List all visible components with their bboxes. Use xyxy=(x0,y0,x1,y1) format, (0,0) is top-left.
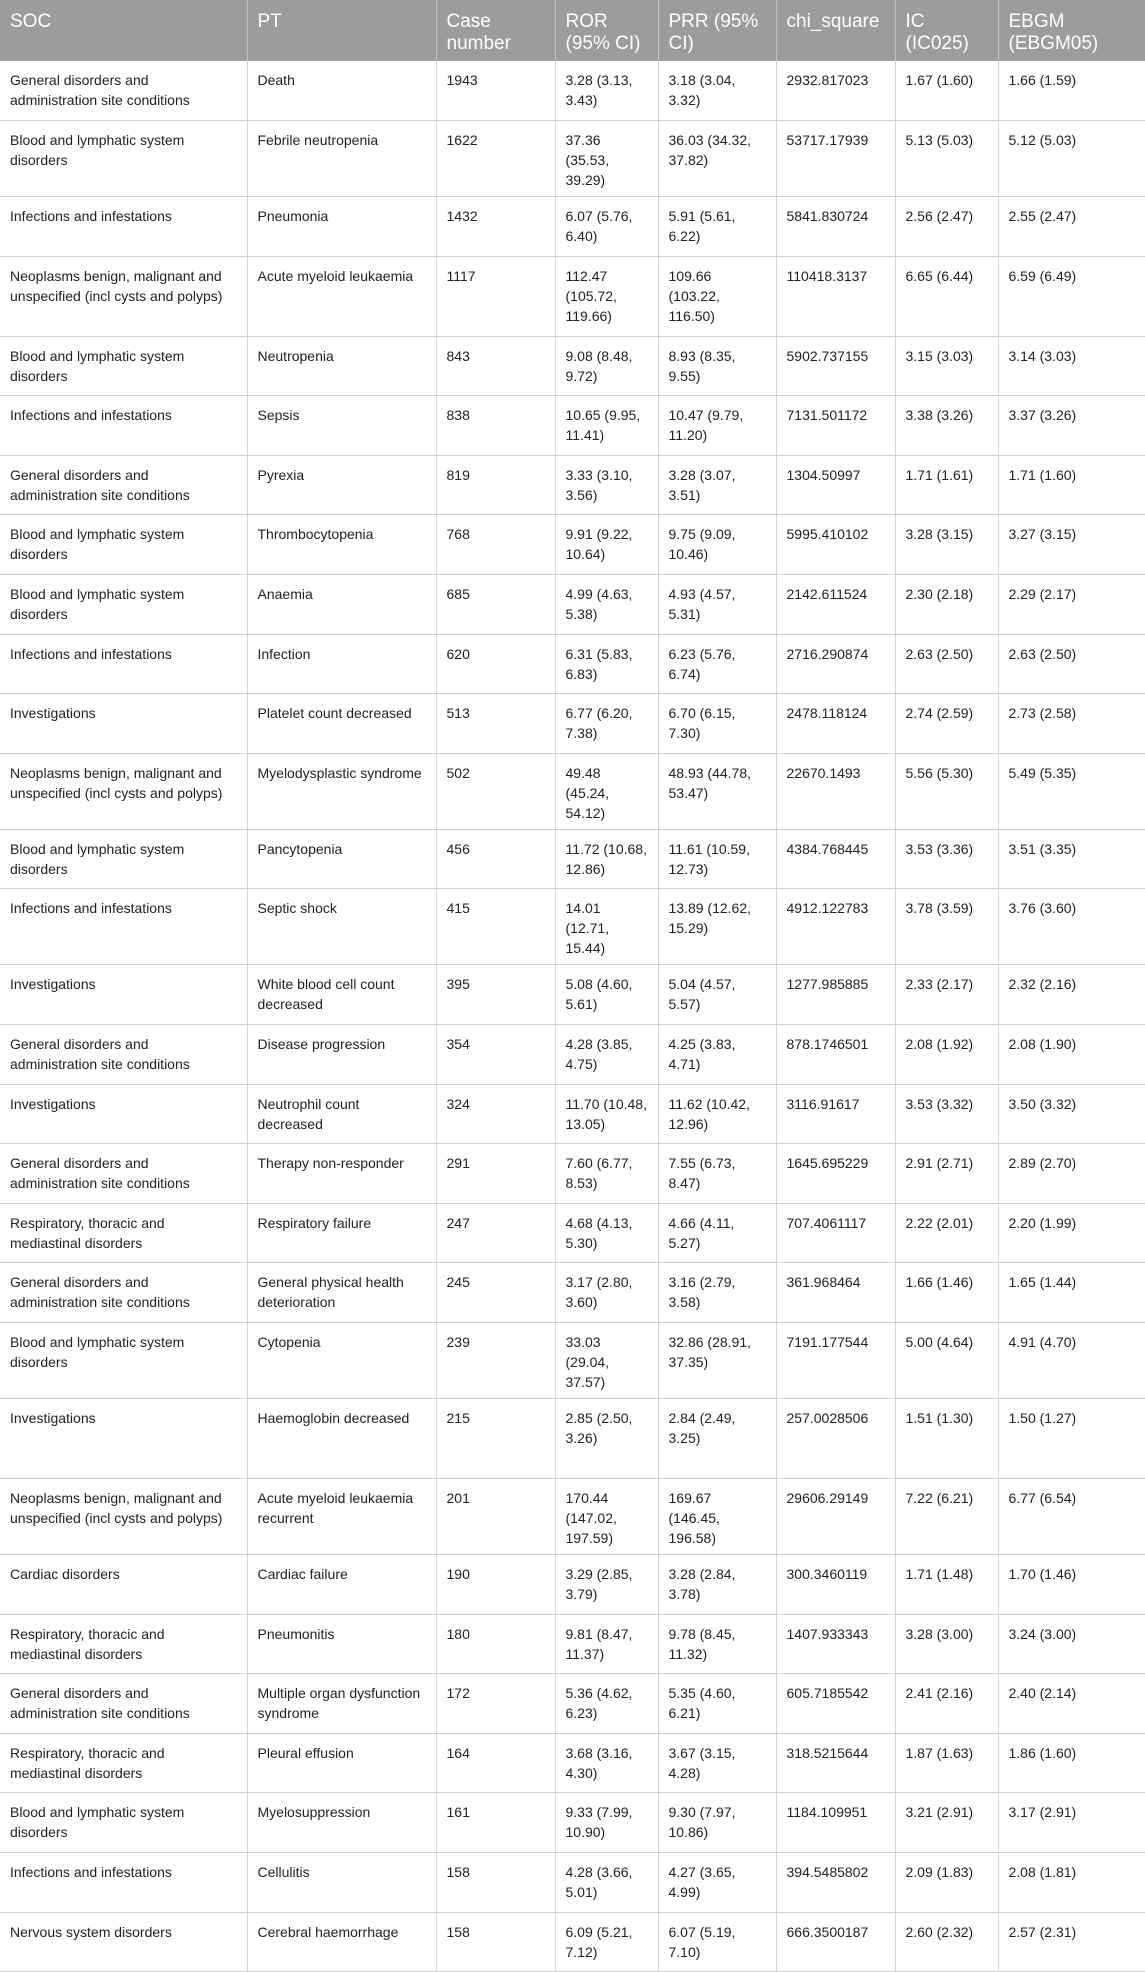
cell-ebgm: 2.08 (1.90) xyxy=(998,1025,1145,1085)
cell-ic: 2.33 (2.17) xyxy=(895,965,998,1025)
header-soc: SOC xyxy=(0,0,247,61)
table-row xyxy=(0,336,1145,396)
table-row xyxy=(0,1555,1145,1615)
cell-prr: 4.93 (4.57, 5.31) xyxy=(658,575,776,635)
cell-ic: 3.21 (2.91) xyxy=(895,1793,998,1853)
cell-ror: 3.28 (3.13, 3.43) xyxy=(555,61,658,121)
cell-pt: Thrombocytopenia xyxy=(247,515,436,575)
cell-soc: General disorders and administration site conditions xyxy=(0,1674,247,1734)
cell-pt: Neutrophil count decreased xyxy=(247,1084,436,1144)
table-row xyxy=(0,1025,1145,1085)
cell-ror: 3.17 (2.80, 3.60) xyxy=(555,1263,658,1323)
cell-case-number: 843 xyxy=(436,336,555,396)
cell-case-number: 456 xyxy=(436,829,555,889)
cell-soc: Blood and lymphatic system disorders xyxy=(0,829,247,889)
cell-ebgm: 3.51 (3.35) xyxy=(998,829,1145,889)
cell-prr: 7.55 (6.73, 8.47) xyxy=(658,1144,776,1204)
cell-ic: 2.41 (2.16) xyxy=(895,1674,998,1734)
cell-ror: 6.77 (6.20, 7.38) xyxy=(555,694,658,754)
cell-pt: Pyrexia xyxy=(247,455,436,515)
cell-pt: Myelosuppression xyxy=(247,1793,436,1853)
cell-prr: 5.91 (5.61, 6.22) xyxy=(658,197,776,257)
header-ror: ROR (95% CI) xyxy=(555,0,658,61)
cell-ebgm: 1.65 (1.44) xyxy=(998,1263,1145,1323)
cell-ror: 9.91 (9.22, 10.64) xyxy=(555,515,658,575)
cell-soc: Infections and infestations xyxy=(0,197,247,257)
cell-soc: General disorders and administration site conditions xyxy=(0,1263,247,1323)
cell-case-number: 201 xyxy=(436,1479,555,1555)
cell-ebgm: 6.59 (6.49) xyxy=(998,256,1145,336)
cell-prr: 11.61 (10.59, 12.73) xyxy=(658,829,776,889)
table-row xyxy=(0,1793,1145,1853)
header-ebgm: EBGM (EBGM05) xyxy=(998,0,1145,61)
cell-case-number: 158 xyxy=(436,1852,555,1912)
cell-chi-square: 2478.118124 xyxy=(776,694,895,754)
cell-pt: Respiratory failure xyxy=(247,1203,436,1263)
cell-case-number: 247 xyxy=(436,1203,555,1263)
cell-ebgm: 3.17 (2.91) xyxy=(998,1793,1145,1853)
table-header xyxy=(0,0,1145,61)
cell-ebgm: 2.57 (2.31) xyxy=(998,1912,1145,1972)
cell-pt: Pneumonitis xyxy=(247,1614,436,1674)
cell-ebgm: 1.50 (1.27) xyxy=(998,1399,1145,1479)
cell-soc: Cardiac disorders xyxy=(0,1555,247,1615)
cell-case-number: 838 xyxy=(436,396,555,456)
table-row xyxy=(0,1674,1145,1734)
cell-ror: 6.31 (5.83, 6.83) xyxy=(555,634,658,694)
cell-chi-square: 1304.50997 xyxy=(776,455,895,515)
cell-ic: 5.56 (5.30) xyxy=(895,753,998,829)
cell-pt: Sepsis xyxy=(247,396,436,456)
cell-chi-square: 7191.177544 xyxy=(776,1323,895,1399)
cell-ror: 5.08 (4.60, 5.61) xyxy=(555,965,658,1025)
cell-soc: Blood and lymphatic system disorders xyxy=(0,515,247,575)
cell-soc: Infections and infestations xyxy=(0,634,247,694)
cell-ic: 3.28 (3.00) xyxy=(895,1614,998,1674)
table-row xyxy=(0,965,1145,1025)
cell-pt: Anaemia xyxy=(247,575,436,635)
cell-ic: 3.78 (3.59) xyxy=(895,889,998,965)
cell-prr: 5.04 (4.57, 5.57) xyxy=(658,965,776,1025)
cell-prr: 4.66 (4.11, 5.27) xyxy=(658,1203,776,1263)
cell-case-number: 502 xyxy=(436,753,555,829)
cell-soc: Neoplasms benign, malignant and unspecified (incl cysts and polyps) xyxy=(0,1479,247,1555)
table-row xyxy=(0,1614,1145,1674)
cell-prr: 5.35 (4.60, 6.21) xyxy=(658,1674,776,1734)
cell-ror: 11.72 (10.68, 12.86) xyxy=(555,829,658,889)
cell-pt: Pancytopenia xyxy=(247,829,436,889)
cell-chi-square: 22670.1493 xyxy=(776,753,895,829)
cell-ror: 11.70 (10.48, 13.05) xyxy=(555,1084,658,1144)
cell-case-number: 324 xyxy=(436,1084,555,1144)
cell-soc: Blood and lymphatic system disorders xyxy=(0,1793,247,1853)
cell-pt: Pneumonia xyxy=(247,197,436,257)
cell-chi-square: 1645.695229 xyxy=(776,1144,895,1204)
cell-soc: Blood and lymphatic system disorders xyxy=(0,121,247,197)
cell-case-number: 190 xyxy=(436,1555,555,1615)
cell-chi-square: 5995.410102 xyxy=(776,515,895,575)
cell-chi-square: 53717.17939 xyxy=(776,121,895,197)
table-row xyxy=(0,1852,1145,1912)
cell-ic: 1.71 (1.48) xyxy=(895,1555,998,1615)
cell-chi-square: 878.1746501 xyxy=(776,1025,895,1085)
cell-ebgm: 2.08 (1.81) xyxy=(998,1852,1145,1912)
cell-ebgm: 2.29 (2.17) xyxy=(998,575,1145,635)
table-row xyxy=(0,1203,1145,1263)
cell-ebgm: 2.55 (2.47) xyxy=(998,197,1145,257)
table-row xyxy=(0,396,1145,456)
cell-chi-square: 7131.501172 xyxy=(776,396,895,456)
cell-pt: Septic shock xyxy=(247,889,436,965)
cell-ebgm: 3.50 (3.32) xyxy=(998,1084,1145,1144)
cell-chi-square: 1184.109951 xyxy=(776,1793,895,1853)
cell-chi-square: 2142.611524 xyxy=(776,575,895,635)
cell-prr: 6.70 (6.15, 7.30) xyxy=(658,694,776,754)
cell-chi-square: 666.3500187 xyxy=(776,1912,895,1972)
cell-ror: 33.03 (29.04, 37.57) xyxy=(555,1323,658,1399)
table-row xyxy=(0,634,1145,694)
cell-ebgm: 5.12 (5.03) xyxy=(998,121,1145,197)
table-row xyxy=(0,121,1145,197)
cell-ebgm: 3.24 (3.00) xyxy=(998,1614,1145,1674)
cell-ebgm: 3.37 (3.26) xyxy=(998,396,1145,456)
cell-pt: Myelodysplastic syndrome xyxy=(247,753,436,829)
cell-ic: 6.65 (6.44) xyxy=(895,256,998,336)
table-row xyxy=(0,455,1145,515)
cell-ebgm: 2.73 (2.58) xyxy=(998,694,1145,754)
cell-case-number: 768 xyxy=(436,515,555,575)
cell-ic: 5.13 (5.03) xyxy=(895,121,998,197)
cell-prr: 13.89 (12.62, 15.29) xyxy=(658,889,776,965)
table-row xyxy=(0,197,1145,257)
cell-prr: 36.03 (34.32, 37.82) xyxy=(658,121,776,197)
cell-soc: Blood and lymphatic system disorders xyxy=(0,575,247,635)
cell-soc: Blood and lymphatic system disorders xyxy=(0,1323,247,1399)
cell-ror: 3.29 (2.85, 3.79) xyxy=(555,1555,658,1615)
cell-pt: Cerebral haemorrhage xyxy=(247,1912,436,1972)
cell-pt: Neutropenia xyxy=(247,336,436,396)
cell-chi-square: 5902.737155 xyxy=(776,336,895,396)
cell-pt: Acute myeloid leukaemia xyxy=(247,256,436,336)
cell-prr: 9.30 (7.97, 10.86) xyxy=(658,1793,776,1853)
cell-ic: 1.67 (1.60) xyxy=(895,61,998,121)
cell-soc: Neoplasms benign, malignant and unspecified (incl cysts and polyps) xyxy=(0,753,247,829)
cell-ebgm: 3.14 (3.03) xyxy=(998,336,1145,396)
cell-pt: Disease progression xyxy=(247,1025,436,1085)
cell-chi-square: 1407.933343 xyxy=(776,1614,895,1674)
cell-case-number: 291 xyxy=(436,1144,555,1204)
cell-case-number: 245 xyxy=(436,1263,555,1323)
cell-ror: 10.65 (9.95, 11.41) xyxy=(555,396,658,456)
cell-ebgm: 1.71 (1.60) xyxy=(998,455,1145,515)
cell-pt: Death xyxy=(247,61,436,121)
cell-prr: 48.93 (44.78, 53.47) xyxy=(658,753,776,829)
cell-ic: 2.63 (2.50) xyxy=(895,634,998,694)
cell-soc: Neoplasms benign, malignant and unspecified (incl cysts and polyps) xyxy=(0,256,247,336)
cell-case-number: 239 xyxy=(436,1323,555,1399)
cell-case-number: 161 xyxy=(436,1793,555,1853)
cell-ebgm: 5.49 (5.35) xyxy=(998,753,1145,829)
cell-case-number: 215 xyxy=(436,1399,555,1479)
cell-ebgm: 2.89 (2.70) xyxy=(998,1144,1145,1204)
cell-ic: 2.22 (2.01) xyxy=(895,1203,998,1263)
cell-soc: Respiratory, thoracic and mediastinal disorders xyxy=(0,1203,247,1263)
cell-ic: 2.09 (1.83) xyxy=(895,1852,998,1912)
cell-pt: Cytopenia xyxy=(247,1323,436,1399)
cell-ic: 1.87 (1.63) xyxy=(895,1733,998,1793)
cell-soc: Investigations xyxy=(0,694,247,754)
header-prr: PRR (95% CI) xyxy=(658,0,776,61)
cell-case-number: 819 xyxy=(436,455,555,515)
cell-pt: Cardiac failure xyxy=(247,1555,436,1615)
cell-prr: 11.62 (10.42, 12.96) xyxy=(658,1084,776,1144)
cell-ic: 3.15 (3.03) xyxy=(895,336,998,396)
cell-chi-square: 4384.768445 xyxy=(776,829,895,889)
cell-ror: 6.09 (5.21, 7.12) xyxy=(555,1912,658,1972)
header-pt: PT xyxy=(247,0,436,61)
cell-pt: Platelet count decreased xyxy=(247,694,436,754)
cell-pt: General physical health deterioration xyxy=(247,1263,436,1323)
cell-ic: 1.51 (1.30) xyxy=(895,1399,998,1479)
cell-ic: 2.56 (2.47) xyxy=(895,197,998,257)
cell-case-number: 354 xyxy=(436,1025,555,1085)
cell-soc: Blood and lymphatic system disorders xyxy=(0,336,247,396)
cell-ebgm: 6.77 (6.54) xyxy=(998,1479,1145,1555)
cell-prr: 32.86 (28.91, 37.35) xyxy=(658,1323,776,1399)
cell-case-number: 1622 xyxy=(436,121,555,197)
cell-case-number: 164 xyxy=(436,1733,555,1793)
cell-soc: Infections and infestations xyxy=(0,889,247,965)
cell-prr: 2.84 (2.49, 3.25) xyxy=(658,1399,776,1479)
table-row xyxy=(0,61,1145,121)
cell-ror: 9.33 (7.99, 10.90) xyxy=(555,1793,658,1853)
cell-chi-square: 2932.817023 xyxy=(776,61,895,121)
table-row xyxy=(0,829,1145,889)
cell-chi-square: 605.7185542 xyxy=(776,1674,895,1734)
cell-case-number: 513 xyxy=(436,694,555,754)
cell-ic: 2.74 (2.59) xyxy=(895,694,998,754)
cell-ebgm: 2.20 (1.99) xyxy=(998,1203,1145,1263)
table-row xyxy=(0,575,1145,635)
cell-ic: 3.28 (3.15) xyxy=(895,515,998,575)
cell-prr: 9.75 (9.09, 10.46) xyxy=(658,515,776,575)
cell-soc: Respiratory, thoracic and mediastinal disorders xyxy=(0,1733,247,1793)
cell-prr: 6.07 (5.19, 7.10) xyxy=(658,1912,776,1972)
cell-soc: Investigations xyxy=(0,965,247,1025)
cell-ic: 3.53 (3.36) xyxy=(895,829,998,889)
cell-ror: 112.47 (105.72, 119.66) xyxy=(555,256,658,336)
cell-ror: 2.85 (2.50, 3.26) xyxy=(555,1399,658,1479)
cell-ic: 5.00 (4.64) xyxy=(895,1323,998,1399)
cell-case-number: 685 xyxy=(436,575,555,635)
cell-pt: Cellulitis xyxy=(247,1852,436,1912)
cell-ror: 7.60 (6.77, 8.53) xyxy=(555,1144,658,1204)
cell-prr: 3.28 (2.84, 3.78) xyxy=(658,1555,776,1615)
cell-prr: 3.18 (3.04, 3.32) xyxy=(658,61,776,121)
table-row xyxy=(0,694,1145,754)
cell-ror: 4.28 (3.66, 5.01) xyxy=(555,1852,658,1912)
cell-prr: 3.28 (3.07, 3.51) xyxy=(658,455,776,515)
table-row xyxy=(0,1399,1145,1479)
cell-ror: 9.81 (8.47, 11.37) xyxy=(555,1614,658,1674)
cell-ic: 3.53 (3.32) xyxy=(895,1084,998,1144)
cell-pt: Haemoglobin decreased xyxy=(247,1399,436,1479)
table-row xyxy=(0,1263,1145,1323)
cell-chi-square: 4912.122783 xyxy=(776,889,895,965)
cell-prr: 6.23 (5.76, 6.74) xyxy=(658,634,776,694)
cell-prr: 3.67 (3.15, 4.28) xyxy=(658,1733,776,1793)
cell-pt: Pleural effusion xyxy=(247,1733,436,1793)
cell-soc: Investigations xyxy=(0,1084,247,1144)
cell-chi-square: 361.968464 xyxy=(776,1263,895,1323)
cell-ic: 1.66 (1.46) xyxy=(895,1263,998,1323)
cell-ror: 4.28 (3.85, 4.75) xyxy=(555,1025,658,1085)
cell-soc: Nervous system disorders xyxy=(0,1912,247,1972)
cell-ebgm: 3.27 (3.15) xyxy=(998,515,1145,575)
cell-ror: 49.48 (45.24, 54.12) xyxy=(555,753,658,829)
cell-ror: 14.01 (12.71, 15.44) xyxy=(555,889,658,965)
cell-chi-square: 3116.91617 xyxy=(776,1084,895,1144)
cell-prr: 169.67 (146.45, 196.58) xyxy=(658,1479,776,1555)
cell-chi-square: 1277.985885 xyxy=(776,965,895,1025)
cell-prr: 109.66 (103.22, 116.50) xyxy=(658,256,776,336)
cell-ebgm: 1.70 (1.46) xyxy=(998,1555,1145,1615)
cell-ic: 3.38 (3.26) xyxy=(895,396,998,456)
cell-chi-square: 29606.29149 xyxy=(776,1479,895,1555)
cell-ebgm: 3.76 (3.60) xyxy=(998,889,1145,965)
cell-ror: 4.99 (4.63, 5.38) xyxy=(555,575,658,635)
cell-case-number: 415 xyxy=(436,889,555,965)
header-row xyxy=(0,0,1145,61)
cell-soc: General disorders and administration site conditions xyxy=(0,1025,247,1085)
table-body xyxy=(0,61,1145,1972)
header-ic: IC (IC025) xyxy=(895,0,998,61)
table-row xyxy=(0,1323,1145,1399)
table-row xyxy=(0,1912,1145,1972)
cell-chi-square: 707.4061117 xyxy=(776,1203,895,1263)
cell-chi-square: 318.5215644 xyxy=(776,1733,895,1793)
cell-pt: Infection xyxy=(247,634,436,694)
cell-ic: 1.71 (1.61) xyxy=(895,455,998,515)
cell-prr: 3.16 (2.79, 3.58) xyxy=(658,1263,776,1323)
cell-case-number: 395 xyxy=(436,965,555,1025)
cell-ic: 2.30 (2.18) xyxy=(895,575,998,635)
header-case-number: Case number xyxy=(436,0,555,61)
cell-soc: Infections and infestations xyxy=(0,1852,247,1912)
cell-case-number: 180 xyxy=(436,1614,555,1674)
cell-ror: 9.08 (8.48, 9.72) xyxy=(555,336,658,396)
table-row xyxy=(0,1084,1145,1144)
cell-case-number: 1943 xyxy=(436,61,555,121)
cell-case-number: 158 xyxy=(436,1912,555,1972)
cell-ebgm: 2.63 (2.50) xyxy=(998,634,1145,694)
cell-prr: 9.78 (8.45, 11.32) xyxy=(658,1614,776,1674)
cell-ebgm: 2.40 (2.14) xyxy=(998,1674,1145,1734)
cell-chi-square: 110418.3137 xyxy=(776,256,895,336)
cell-prr: 4.27 (3.65, 4.99) xyxy=(658,1852,776,1912)
cell-chi-square: 2716.290874 xyxy=(776,634,895,694)
table-row xyxy=(0,1479,1145,1555)
cell-soc: Respiratory, thoracic and mediastinal disorders xyxy=(0,1614,247,1674)
cell-chi-square: 300.3460119 xyxy=(776,1555,895,1615)
table-row xyxy=(0,1733,1145,1793)
cell-case-number: 172 xyxy=(436,1674,555,1734)
cell-ror: 6.07 (5.76, 6.40) xyxy=(555,197,658,257)
cell-ror: 170.44 (147.02, 197.59) xyxy=(555,1479,658,1555)
cell-case-number: 1117 xyxy=(436,256,555,336)
cell-ic: 2.60 (2.32) xyxy=(895,1912,998,1972)
cell-soc: General disorders and administration site conditions xyxy=(0,61,247,121)
cell-chi-square: 5841.830724 xyxy=(776,197,895,257)
table-row xyxy=(0,256,1145,336)
cell-chi-square: 394.5485802 xyxy=(776,1852,895,1912)
cell-ebgm: 1.86 (1.60) xyxy=(998,1733,1145,1793)
cell-ebgm: 2.32 (2.16) xyxy=(998,965,1145,1025)
cell-ror: 4.68 (4.13, 5.30) xyxy=(555,1203,658,1263)
table-row xyxy=(0,515,1145,575)
cell-prr: 10.47 (9.79, 11.20) xyxy=(658,396,776,456)
cell-ic: 7.22 (6.21) xyxy=(895,1479,998,1555)
cell-soc: General disorders and administration site conditions xyxy=(0,1144,247,1204)
cell-ror: 37.36 (35.53, 39.29) xyxy=(555,121,658,197)
cell-ic: 2.08 (1.92) xyxy=(895,1025,998,1085)
cell-pt: Multiple organ dysfunction syndrome xyxy=(247,1674,436,1734)
header-chi-square: chi_square xyxy=(776,0,895,61)
cell-prr: 4.25 (3.83, 4.71) xyxy=(658,1025,776,1085)
cell-pt: Acute myeloid leukaemia recurrent xyxy=(247,1479,436,1555)
cell-ror: 3.68 (3.16, 4.30) xyxy=(555,1733,658,1793)
cell-soc: General disorders and administration site conditions xyxy=(0,455,247,515)
cell-ror: 5.36 (4.62, 6.23) xyxy=(555,1674,658,1734)
cell-soc: Investigations xyxy=(0,1399,247,1479)
cell-soc: Infections and infestations xyxy=(0,396,247,456)
table-row xyxy=(0,1144,1145,1204)
cell-chi-square: 257.0028506 xyxy=(776,1399,895,1479)
cell-ic: 2.91 (2.71) xyxy=(895,1144,998,1204)
cell-case-number: 620 xyxy=(436,634,555,694)
cell-ebgm: 4.91 (4.70) xyxy=(998,1323,1145,1399)
table-row xyxy=(0,889,1145,965)
table-row xyxy=(0,753,1145,829)
cell-pt: White blood cell count decreased xyxy=(247,965,436,1025)
cell-case-number: 1432 xyxy=(436,197,555,257)
cell-pt: Therapy non-responder xyxy=(247,1144,436,1204)
cell-prr: 8.93 (8.35, 9.55) xyxy=(658,336,776,396)
cell-ebgm: 1.66 (1.59) xyxy=(998,61,1145,121)
cell-ror: 3.33 (3.10, 3.56) xyxy=(555,455,658,515)
cell-pt: Febrile neutropenia xyxy=(247,121,436,197)
